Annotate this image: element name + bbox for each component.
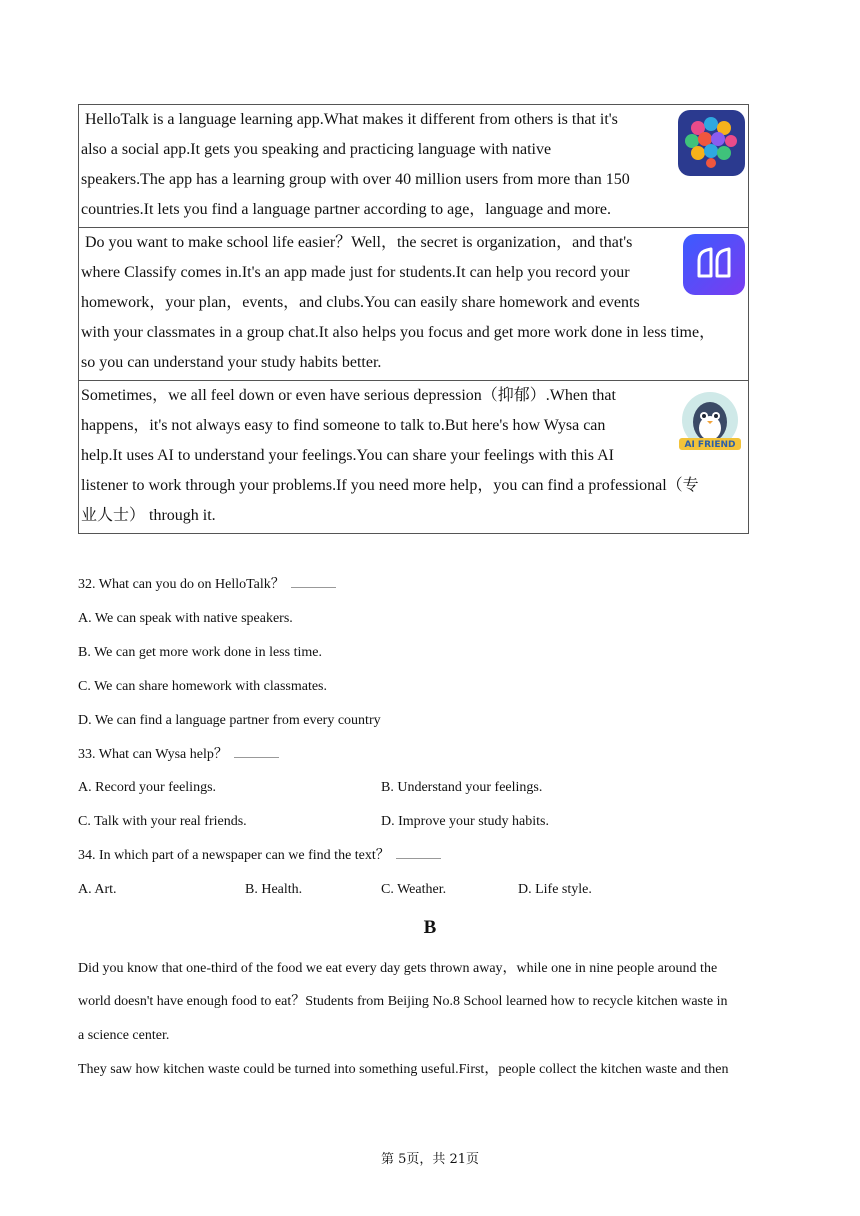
classify-logo-icon <box>683 234 745 295</box>
page-number-footer: 第 5页，共 21页 <box>380 1152 480 1167</box>
hellotalk-text: HelloTalk is a language learning app.What makes it different from others is that it's also a social app.It gets you speaking and practicing language with native speakers.The app has a learning group with over 40 million users from more than 150 countries.It lets you find a language partner according to age，language and more. <box>81 111 630 218</box>
question-34: 34. In which part of a newspaper can we find the text？ <box>78 847 441 865</box>
question-33: 33. What can Wysa help？ <box>78 746 279 764</box>
q34-option-c: C. Weather. <box>381 882 447 897</box>
app-description-table <box>78 104 749 534</box>
hellotalk-logo-icon <box>678 110 745 176</box>
q34-option-d: D. Life style. <box>518 882 592 897</box>
wysa-row <box>79 381 748 533</box>
q32-option-b: B. We can get more work done in less time. <box>78 645 322 660</box>
section-b-line-1: Did you know that one-third of the food we eat every day gets thrown away，while one in nine people around the <box>78 961 718 976</box>
q34-option-b: B. Health. <box>245 882 303 897</box>
wysa-ai-friend-icon <box>675 388 745 460</box>
question-32: 32. What can you do on HelloTalk？ <box>78 576 336 594</box>
q32-option-d: D. We can find a language partner from every country <box>78 713 381 728</box>
classify-row <box>79 228 748 381</box>
answer-blank[interactable] <box>396 848 441 859</box>
hellotalk-row <box>79 105 748 228</box>
section-b-line-4: They saw how kitchen waste could be turned into something useful.First，people collect the kitchen waste and then <box>78 1062 729 1077</box>
q34-option-a: A. Art. <box>78 882 117 897</box>
q33-option-c: C. Talk with your real friends. <box>78 814 247 829</box>
answer-blank[interactable] <box>291 577 336 588</box>
answer-blank[interactable] <box>234 747 279 758</box>
q33-option-b: B. Understand your feelings. <box>381 780 543 795</box>
q33-option-a: A. Record your feelings. <box>78 780 217 795</box>
ai-friend-label: AI FRIEND <box>684 440 736 450</box>
q32-option-c: C. We can share homework with classmates. <box>78 679 327 694</box>
section-b-line-2: world doesn't have enough food to eat？Students from Beijing No.8 School learned how to recycle kitchen waste in <box>78 994 728 1009</box>
section-b-line-3: a science center. <box>78 1028 170 1043</box>
section-b-title: B <box>423 917 437 938</box>
q33-option-d: D. Improve your study habits. <box>381 814 549 829</box>
wysa-text: Sometimes，we all feel down or even have serious depression（抑郁）.When that happens，it's not always easy to find someone to talk to.But here's how Wysa can help.It uses AI to understand your feelings.You can share your feelings with this AI listener to work through your problems.If you need more help，you can find a professional（专 业人士） through it. <box>81 387 699 524</box>
q32-option-a: A. We can speak with native speakers. <box>78 611 293 626</box>
classify-text: Do you want to make school life easier？Well，the secret is organization，and that's where Classify comes in.It's an app made just for students.It can help you record your homework，your plan，events，and clubs.You can easily share homework and events with your classmates in a group chat.It also helps you focus and get more work done in less time， so you can understand your study habits better. <box>81 234 716 371</box>
